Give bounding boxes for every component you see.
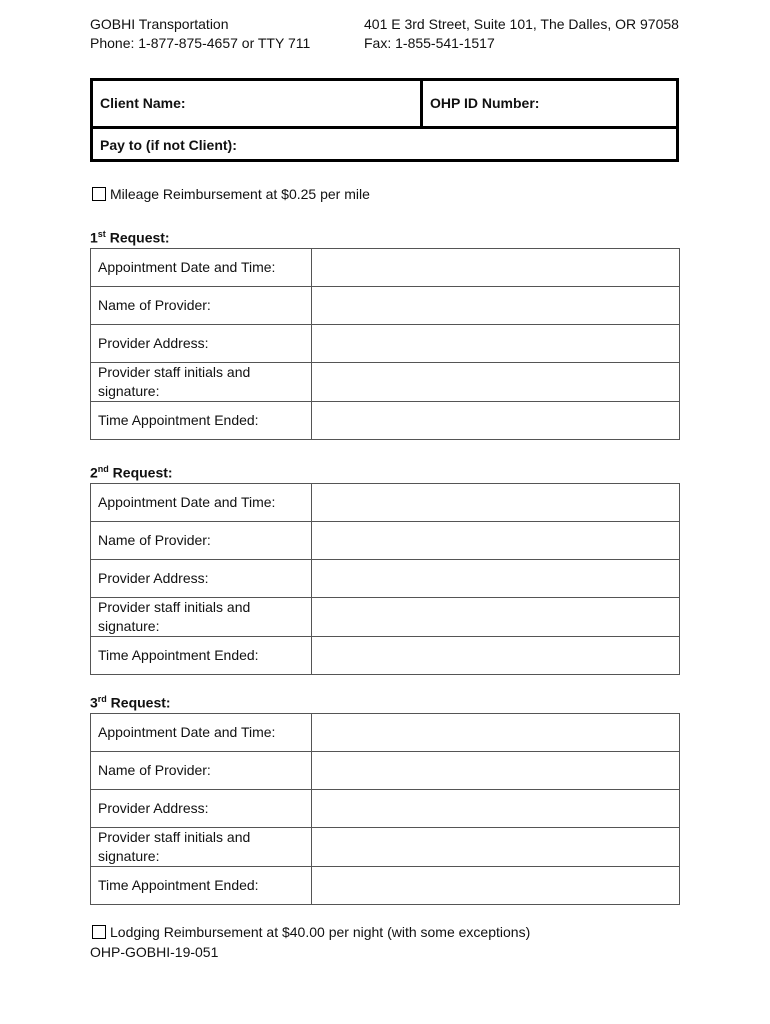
- provider-signature-label: Provider staff initials and signature:: [91, 363, 312, 402]
- org-phone: Phone: 1-877-875-4657 or TTY 711: [90, 35, 311, 51]
- provider-name-field[interactable]: [312, 522, 680, 560]
- provider-signature-field[interactable]: [312, 598, 680, 637]
- table-row: [91, 828, 680, 867]
- provider-address-label: Provider Address:: [91, 560, 312, 598]
- lodging-checkbox[interactable]: [92, 925, 106, 939]
- appointment-field[interactable]: [312, 484, 680, 522]
- table-row: [91, 714, 680, 752]
- provider-name-label: Name of Provider:: [91, 752, 312, 790]
- table-row: [91, 637, 680, 675]
- header-left: [90, 15, 310, 53]
- time-ended-field[interactable]: [312, 402, 680, 440]
- appointment-field[interactable]: [312, 714, 680, 752]
- provider-address-label: Provider Address:: [91, 790, 312, 828]
- org-address: 401 E 3rd Street, Suite 101, The Dalles, OR 97058: [364, 16, 679, 32]
- table-row: [91, 287, 680, 325]
- appointment-field[interactable]: [312, 249, 680, 287]
- provider-signature-label: Provider staff initials and signature:: [91, 828, 312, 867]
- table-row: [91, 522, 680, 560]
- client-divider: [420, 81, 423, 126]
- appointment-label: Appointment Date and Time:: [91, 484, 312, 522]
- table-row: [91, 560, 680, 598]
- table-row: [91, 325, 680, 363]
- ohp-id-label: OHP ID Number:: [430, 95, 540, 111]
- request-1-title: 1st Request:: [90, 229, 170, 246]
- table-row: [91, 249, 680, 287]
- provider-name-label: Name of Provider:: [91, 522, 312, 560]
- provider-name-label: Name of Provider:: [91, 287, 312, 325]
- time-ended-label: Time Appointment Ended:: [91, 867, 312, 905]
- appointment-label: Appointment Date and Time:: [91, 714, 312, 752]
- table-row: [91, 484, 680, 522]
- provider-address-field[interactable]: [312, 560, 680, 598]
- table-row: [91, 598, 680, 637]
- table-row: [91, 363, 680, 402]
- table-row: [91, 402, 680, 440]
- header-right: [364, 15, 679, 53]
- mileage-checkbox[interactable]: [92, 187, 106, 201]
- org-name: GOBHI Transportation: [90, 16, 229, 32]
- provider-address-field[interactable]: [312, 325, 680, 363]
- provider-name-field[interactable]: [312, 752, 680, 790]
- request-2-title: 2nd Request:: [90, 464, 173, 481]
- request-3-title: 3rd Request:: [90, 694, 171, 711]
- request-2-table: [90, 483, 680, 675]
- table-row: [91, 752, 680, 790]
- time-ended-label: Time Appointment Ended:: [91, 637, 312, 675]
- table-row: [91, 867, 680, 905]
- provider-name-field[interactable]: [312, 287, 680, 325]
- provider-address-field[interactable]: [312, 790, 680, 828]
- time-ended-label: Time Appointment Ended:: [91, 402, 312, 440]
- provider-signature-field[interactable]: [312, 363, 680, 402]
- table-row: [91, 790, 680, 828]
- request-3-table: [90, 713, 680, 905]
- pay-to-label: Pay to (if not Client):: [100, 137, 237, 153]
- org-fax: Fax: 1-855-541-1517: [364, 35, 495, 51]
- time-ended-field[interactable]: [312, 867, 680, 905]
- client-info-box: [90, 78, 679, 162]
- client-name-label: Client Name:: [100, 95, 186, 111]
- form-code: OHP-GOBHI-19-051: [90, 944, 219, 960]
- provider-signature-label: Provider staff initials and signature:: [91, 598, 312, 637]
- provider-signature-field[interactable]: [312, 828, 680, 867]
- time-ended-field[interactable]: [312, 637, 680, 675]
- appointment-label: Appointment Date and Time:: [91, 249, 312, 287]
- lodging-label: Lodging Reimbursement at $40.00 per night (with some exceptions): [110, 924, 531, 940]
- mileage-label: Mileage Reimbursement at $0.25 per mile: [110, 186, 370, 202]
- request-1-table: [90, 248, 680, 440]
- provider-address-label: Provider Address:: [91, 325, 312, 363]
